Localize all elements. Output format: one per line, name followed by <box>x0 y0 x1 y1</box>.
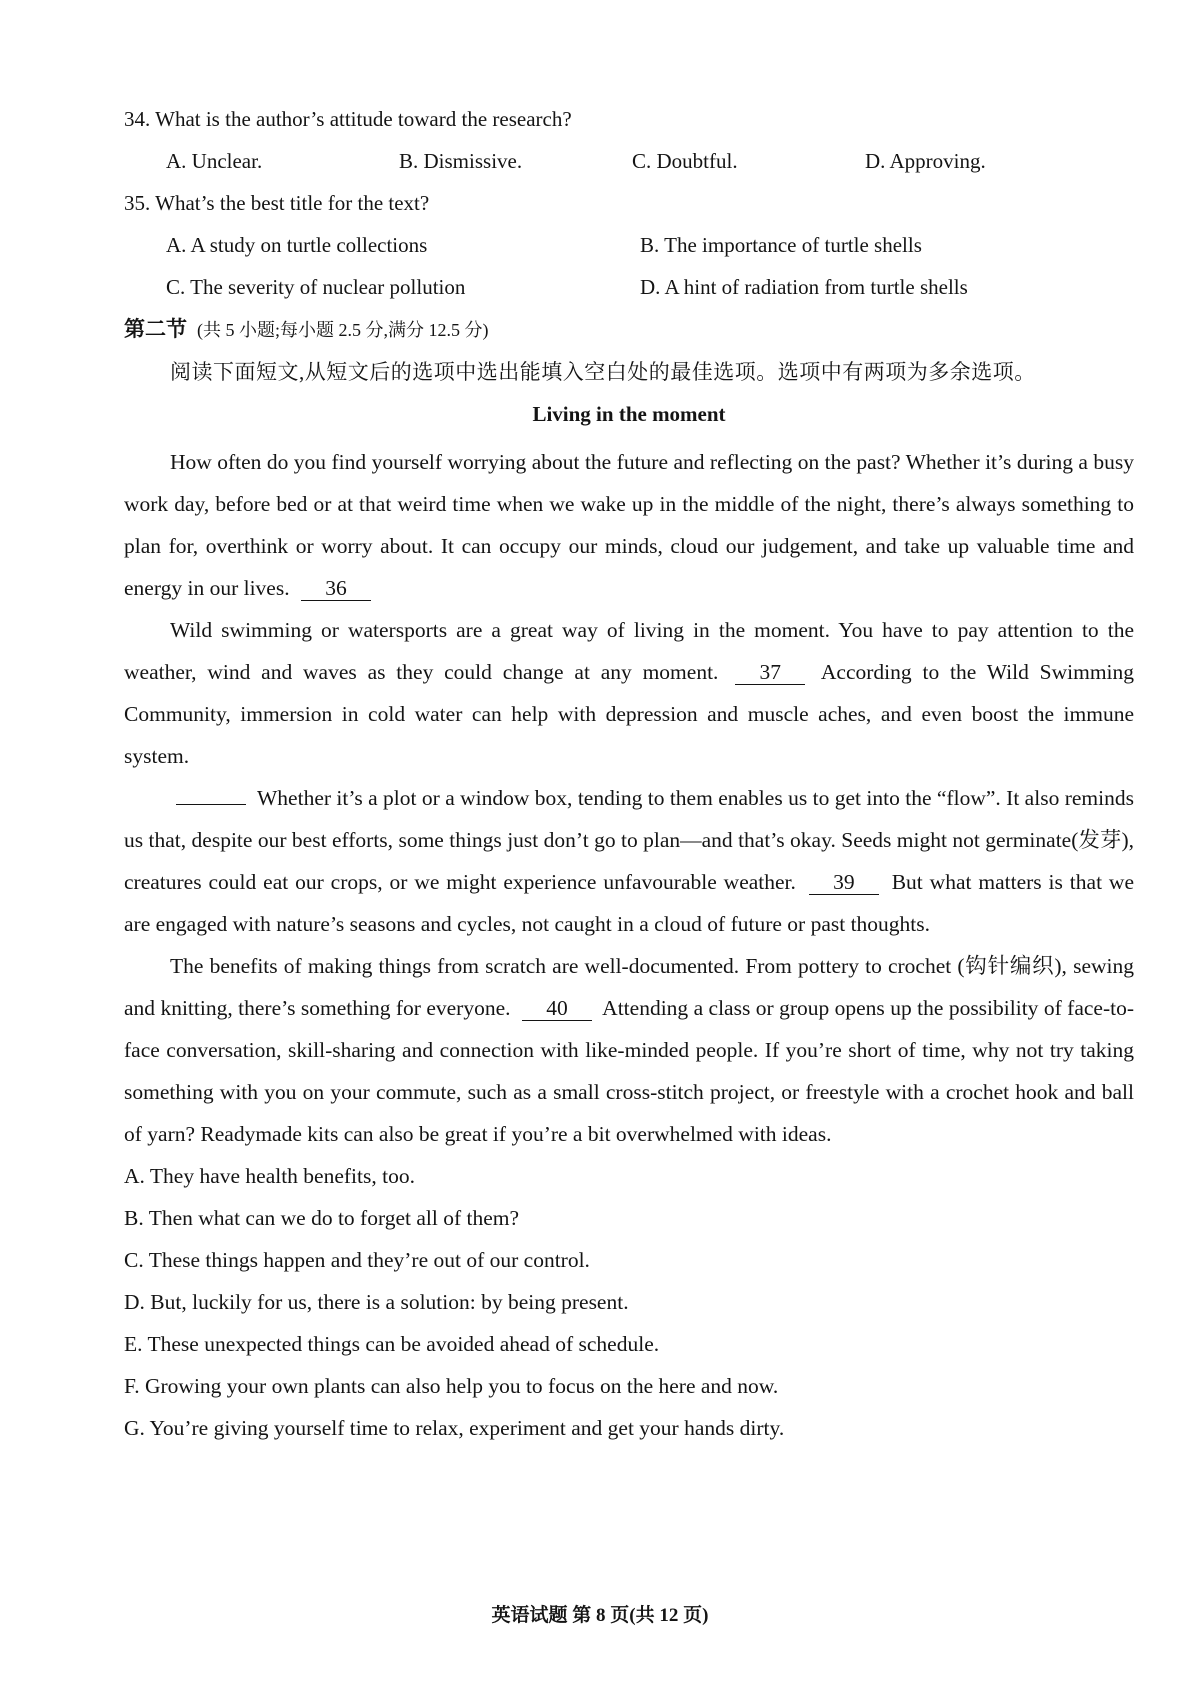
q34-option-b: B. Dismissive. <box>399 149 523 173</box>
question-35-options-row1 <box>166 230 1134 260</box>
section-instruction: 阅读下面短文,从短文后的选项中选出能填入空白处的最佳选项。选项中有两项为多余选项。 <box>170 360 1036 384</box>
blank-40: 40 <box>522 996 592 1021</box>
blank-37: 37 <box>735 660 805 685</box>
question-34-options <box>166 146 1134 176</box>
paragraph-2: Wild swimming or watersports are a great way of living in the moment. You have to pay attention to the weather, wind and waves as they could change at any moment. 37 According to the Wild Swimming Community, immersion in cold water can help with depression and muscle aches, and even boost the immune system. <box>124 618 1135 768</box>
choice-e: E. These unexpected things can be avoided ahead of schedule. <box>124 1332 660 1356</box>
page-footer: 英语试题 第 8 页(共 12 页) <box>491 1605 709 1626</box>
answer-choices <box>124 1155 1134 1449</box>
section-title: 第二节 <box>124 317 187 341</box>
question-34-stem: 34. What is the author’s attitude toward the research? <box>124 107 572 131</box>
section-heading <box>124 314 1134 345</box>
q34-option-c: C. Doubtful. <box>632 149 738 173</box>
choice-c: C. These things happen and they’re out of our control. <box>124 1248 590 1272</box>
blank-38 <box>176 804 246 805</box>
paragraph-4: The benefits of making things from scratch are well-documented. From pottery to crochet (钩针编织), sewing and knitting, there’s something for everyone. 40 Attending a class or group opens up the possibility of face-to-face conversation, skill-sharing and connection with like-minded people. If you’re short of time, why not try taking something with you on your commute, such as a small cross-stitch project, or freestyle with a crochet hook and ball of yarn? Readymade kits can also be great if you’re a bit overwhelmed with ideas. <box>124 954 1134 1146</box>
choice-a: A. They have health benefits, too. <box>124 1164 415 1188</box>
passage-title: Living in the moment <box>532 402 726 426</box>
question-35-stem: 35. What’s the best title for the text? <box>124 191 430 215</box>
choice-d: D. But, luckily for us, there is a solution: by being present. <box>124 1290 629 1314</box>
choice-b: B. Then what can we do to forget all of them? <box>124 1206 520 1230</box>
paragraph-1: How often do you find yourself worrying about the future and reflecting on the past? Whether it’s during a busy work day, before bed or at that weird time when we wake up in the middle of the night, there’s always something to plan for, overthink or worry about. It can occupy our minds, cloud our judgement, and take up valuable time and energy in our lives. 36 <box>124 450 1134 600</box>
blank-36: 36 <box>301 576 371 601</box>
paragraph-3: Whether it’s a plot or a window box, tending to them enables us to get into the “flow”. It also reminds us that, despite our best efforts, some things just don’t go to plan—and that’s okay. Seeds might not germinate(发芽), creatures could eat our crops, or we might experience unfavourable weather. 39 But what matters is that we are engaged with nature’s seasons and cycles, not caught in a cloud of future or past thoughts. <box>124 786 1135 936</box>
q34-option-a: A. Unclear. <box>166 149 263 173</box>
question-35-options-row2 <box>166 272 1134 302</box>
choice-g: G. You’re giving yourself time to relax, experiment and get your hands dirty. <box>124 1416 785 1440</box>
q35-option-a: A. A study on turtle collections <box>166 233 428 257</box>
q35-option-c: C. The severity of nuclear pollution <box>166 275 466 299</box>
choice-f: F. Growing your own plants can also help you to focus on the here and now. <box>124 1374 779 1398</box>
q35-option-b: B. The importance of turtle shells <box>640 233 922 257</box>
exam-page <box>124 104 1134 1449</box>
blank-39: 39 <box>809 870 879 895</box>
q34-option-d: D. Approving. <box>865 149 986 173</box>
section-note: (共 5 小题;每小题 2.5 分,满分 12.5 分) <box>197 320 489 340</box>
q35-option-d: D. A hint of radiation from turtle shells <box>640 275 968 299</box>
